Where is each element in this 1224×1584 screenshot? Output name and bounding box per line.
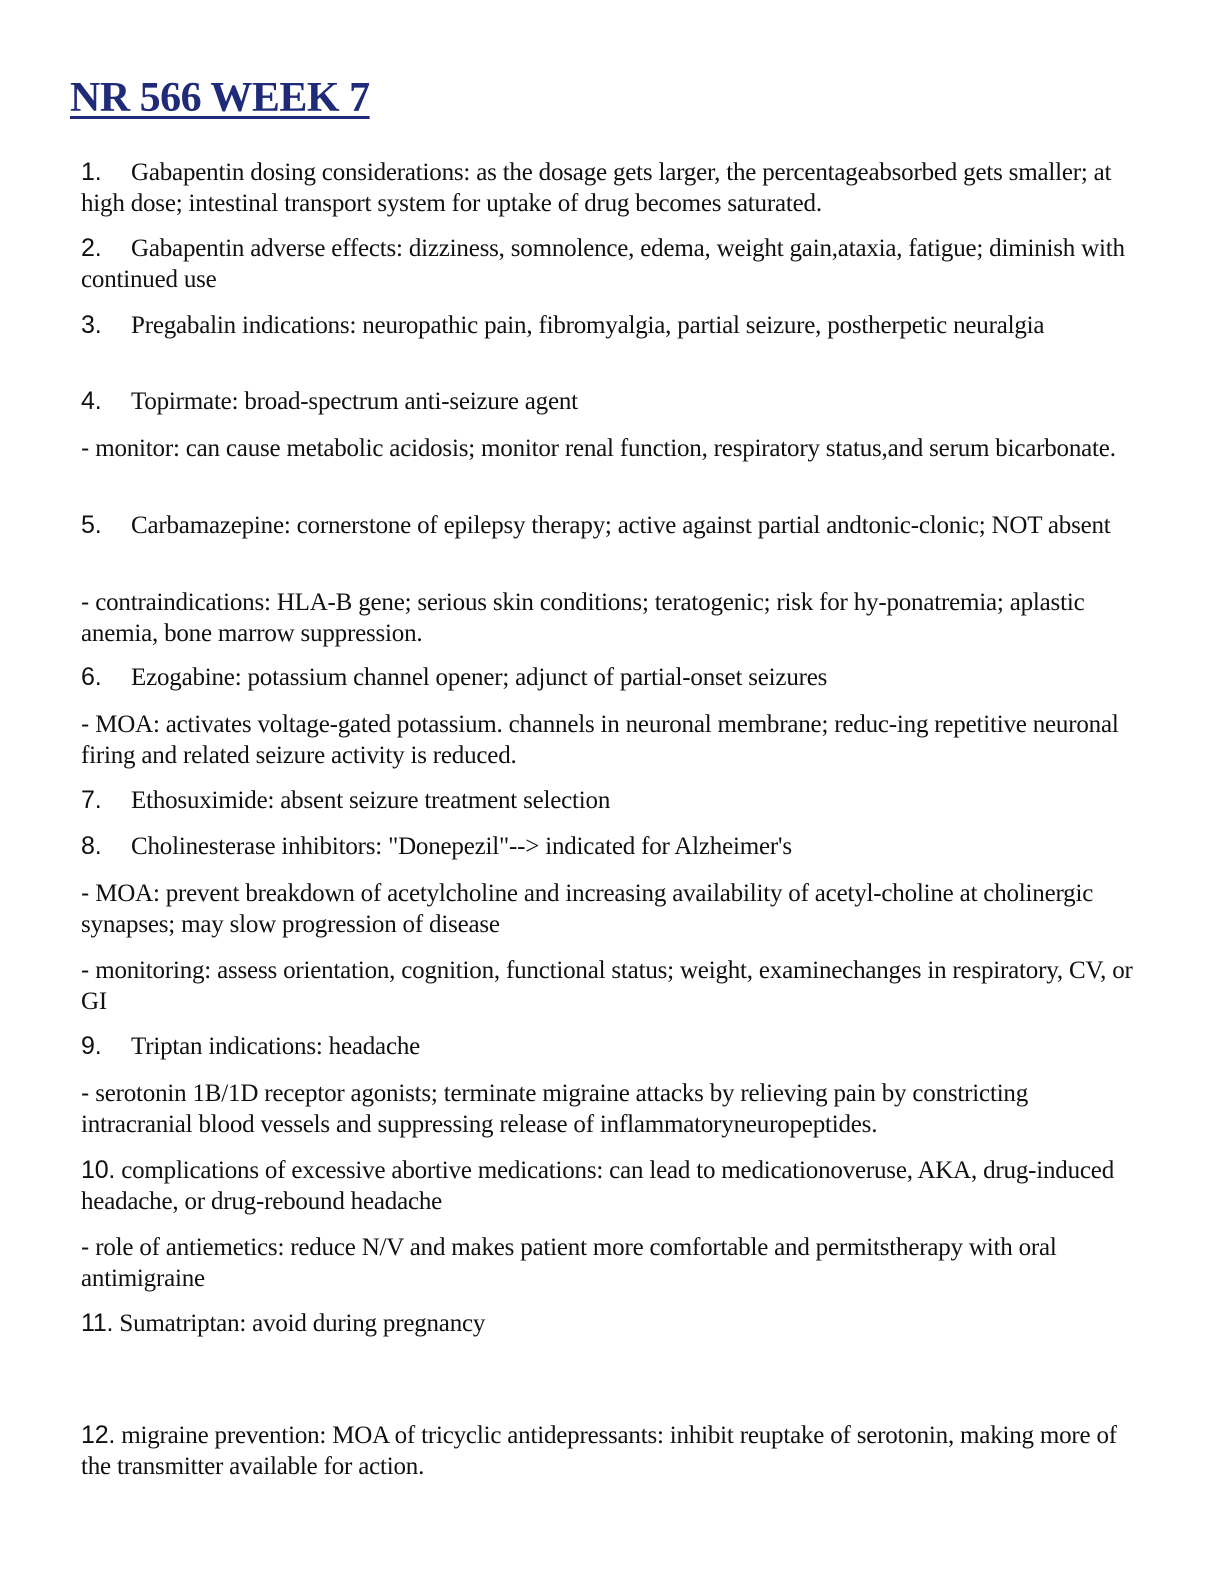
item-number: 5. [81, 511, 102, 539]
list-item-1 [81, 157, 1141, 219]
item-text: serotonin 1B/1D receptor agonists; terminate migraine attacks by relieving pain by constricting intracranial blood vessels and suppressing release of inflammatoryneuropeptides. [81, 1080, 1029, 1138]
item-number: 11. [81, 1309, 114, 1337]
sub-item-4 [81, 433, 1141, 464]
item-number: 10. [81, 1156, 116, 1184]
sub-item-8b [81, 955, 1141, 1017]
list-item-4 [81, 386, 1141, 417]
list-item-12 [81, 1420, 1141, 1482]
item-number: 7. [81, 786, 102, 814]
item-text: Pregabalin indications: neuropathic pain, fibromyalgia, partial seizure, postherpetic neuralgia [131, 312, 1045, 339]
item-number: 12. [81, 1421, 116, 1449]
sub-item-5 [81, 587, 1141, 649]
list-item-5 [81, 510, 1141, 541]
item-text: Ezogabine: potassium channel opener; adjunct of partial-onset seizures [131, 664, 828, 691]
item-number: 2. [81, 234, 102, 262]
dash-marker: - [81, 879, 90, 907]
page-title: NR 566 WEEK 7 [70, 75, 370, 121]
dash-marker: - [81, 588, 90, 616]
list-item-10 [81, 1155, 1141, 1217]
sub-item-8a [81, 878, 1141, 940]
list-item-6 [81, 662, 1141, 693]
item-text: Triptan indications: headache [131, 1033, 421, 1060]
item-number: 9. [81, 1032, 102, 1060]
sub-item-10 [81, 1232, 1141, 1294]
item-number: 8. [81, 832, 102, 860]
item-text: Cholinesterase inhibitors: "Donepezil"--> indicated for Alzheimer's [131, 833, 792, 860]
list-item-3 [81, 310, 1141, 341]
item-text: complications of excessive abortive medications: can lead to medicationoveruse, AKA, drug-induced headache, or drug-rebound headache [81, 1157, 1115, 1215]
item-text: monitoring: assess orientation, cognition, functional status; weight, examinechanges in respiratory, CV, or GI [81, 957, 1133, 1015]
item-text: Topirmate: broad-spectrum anti-seizure agent [131, 388, 578, 415]
dash-marker: - [81, 710, 90, 738]
item-number: 4. [81, 387, 102, 415]
list-item-2 [81, 233, 1141, 295]
item-number: 1. [81, 158, 102, 186]
list-item-11 [81, 1308, 1141, 1339]
sub-item-9 [81, 1078, 1141, 1140]
item-text: contraindications: HLA-B gene; serious skin conditions; teratogenic; risk for hy-ponatremia; aplastic anemia, bone marrow suppression. [81, 589, 1085, 647]
item-text: Carbamazepine: cornerstone of epilepsy therapy; active against partial andtonic-clonic; NOT absent [131, 512, 1111, 539]
dash-marker: - [81, 434, 90, 462]
dash-marker: - [81, 956, 90, 984]
list-item-9 [81, 1031, 1141, 1062]
dash-marker: - [81, 1233, 90, 1261]
item-text: MOA: activates voltage-gated potassium. channels in neuronal membrane; reduc-ing repetitive neuronal firing and related seizure activity is reduced. [81, 711, 1119, 769]
item-text: MOA: prevent breakdown of acetylcholine and increasing availability of acetyl-choline at cholinergic synapses; may slow progression of disease [81, 880, 1094, 938]
sub-item-6 [81, 709, 1141, 771]
item-number: 6. [81, 663, 102, 691]
item-text: role of antiemetics: reduce N/V and makes patient more comfortable and permitstherapy with oral antimigraine [81, 1234, 1057, 1292]
list-item-7 [81, 785, 1141, 816]
item-text: Ethosuximide: absent seizure treatment selection [131, 787, 611, 814]
item-text: Gabapentin dosing considerations: as the dosage gets larger, the percentageabsorbed gets smaller; at high dose; intestinal transport system for uptake of drug becomes saturated. [81, 159, 1112, 217]
item-text: Gabapentin adverse effects: dizziness, somnolence, edema, weight gain,ataxia, fatigue; diminish with continued use [81, 235, 1125, 293]
list-item-8 [81, 831, 1141, 862]
item-number: 3. [81, 311, 102, 339]
dash-marker: - [81, 1079, 90, 1107]
item-text: Sumatriptan: avoid during pregnancy [119, 1310, 486, 1337]
item-text: monitor: can cause metabolic acidosis; monitor renal function, respiratory status,and serum bicarbonate. [95, 435, 1116, 462]
item-text: migraine prevention: MOA of tricyclic antidepressants: inhibit reuptake of serotonin, making more of the transmitter available for action. [81, 1422, 1117, 1480]
